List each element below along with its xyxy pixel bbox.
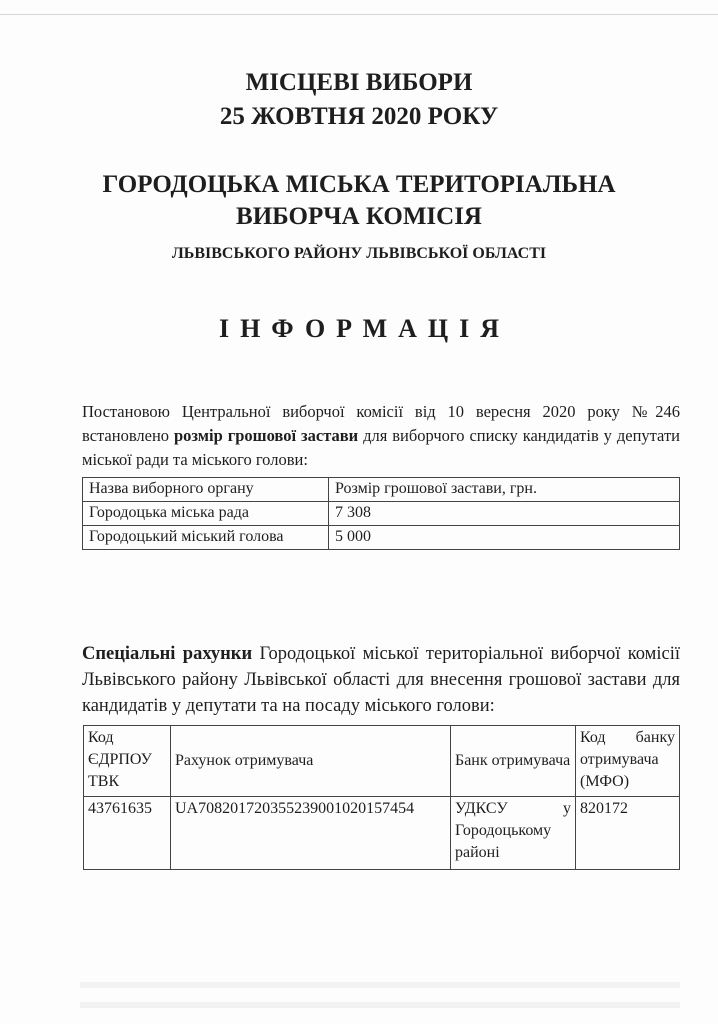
bleed-through-mark [80,1002,680,1008]
deposit-header-body: Назва виборного органу [83,478,329,502]
accounts-iban: UA708201720355239001020157454 [171,797,451,870]
bleed-through-mark [80,982,680,988]
accounts-table [83,725,680,870]
commission-name-line1: ГОРОДОЦЬКА МІСЬКА ТЕРИТОРІАЛЬНА [102,171,616,198]
accounts-table-header [84,726,680,797]
document-title: ІНФОРМАЦІЯ [218,314,511,343]
commission-name-line2: ВИБОРЧА КОМІСІЯ [236,203,482,230]
accounts-bold: Спеціальні рахунки [82,644,253,664]
deposit-table-header [83,478,680,502]
deposit-header-amount: Розмір грошової застави, грн. [329,478,680,502]
election-title: МІСЦЕВІ ВИБОРИ [245,69,473,96]
accounts-bank: УДКСУ у Городоцькому районі [451,797,576,870]
accounts-header-edrpou: Код ЄДРПОУ ТВК [84,726,171,797]
scan-edge-line [0,14,718,15]
accounts-header-account: Рахунок отримувача [171,726,451,797]
accounts-edrpou: 43761635 [84,797,171,870]
table-row [83,526,680,550]
accounts-mfo: 820172 [576,797,680,870]
deposit-body-name: Городоцький міський голова [83,526,329,550]
deposit-amount: 5 000 [329,526,680,550]
deposit-amount: 7 308 [329,502,680,526]
intro-paragraph [82,400,680,472]
intro-bold: розмір грошової застави [173,426,359,445]
deposit-table [82,477,680,550]
intro-text-before: Постановою Центральної виборчої комісії від 10 вересня 2020 року №246 встановлено [82,402,680,445]
accounts-paragraph [82,641,680,719]
intro-text-after: для виборчого списку кандидатів у депутати міської ради та міського голови: [82,426,680,469]
accounts-header-bank: Банк отримувача [451,726,576,797]
table-row [83,502,680,526]
accounts-header-mfo: Код банку отримувача (МФО) [576,726,680,797]
commission-region: ЛЬВІВСЬКОГО РАЙОНУ ЛЬВІВСЬКОЇ ОБЛАСТІ [171,245,547,262]
accounts-text: Городоцької міської територіальної виборчої комісії Львівського району Львівської області для внесення грошової застави для кандидатів у депутати та на посаду міського голови: [82,644,681,716]
election-date: 25 ЖОВТНЯ 2020 РОКУ [219,103,499,130]
deposit-body-name: Городоцька міська рада [83,502,329,526]
table-row [84,797,680,870]
